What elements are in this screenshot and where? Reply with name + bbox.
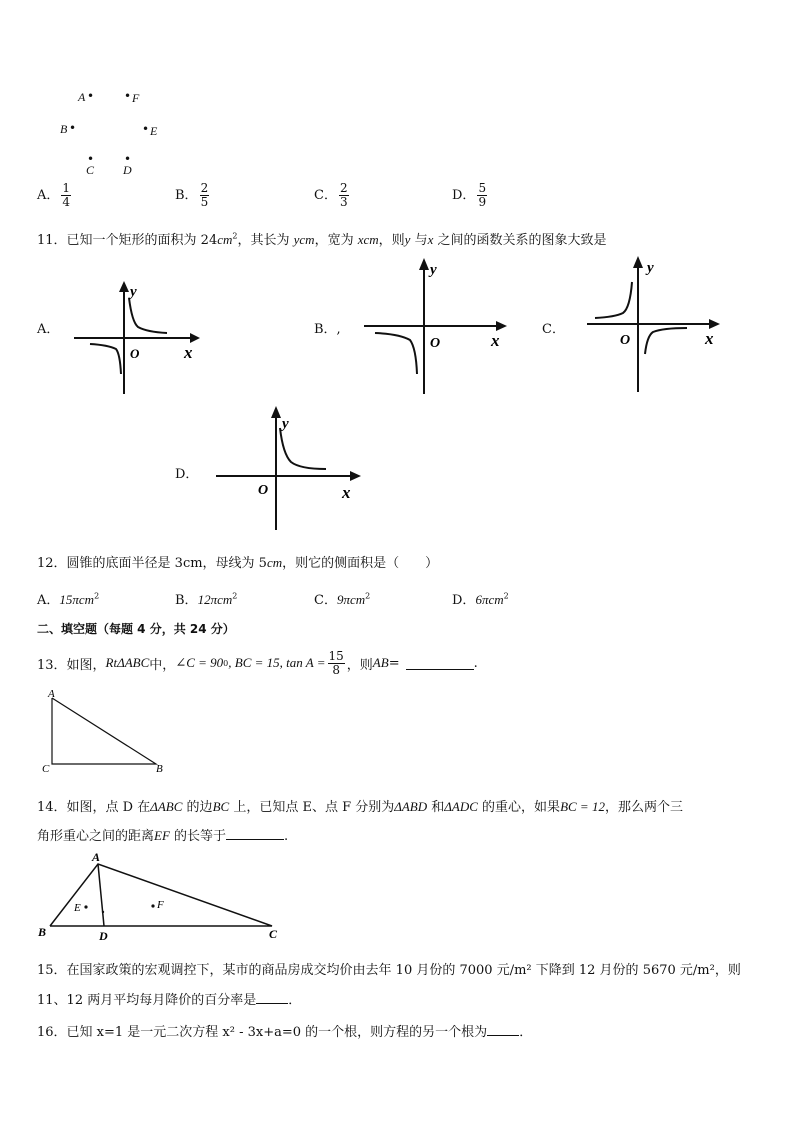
- q15-answer-blank[interactable]: [256, 991, 288, 1004]
- point-dot-a: •: [87, 89, 95, 103]
- vertex-d: D: [99, 929, 108, 943]
- q13-triangle-diagram: [40, 686, 170, 776]
- q10-option-d[interactable]: D． $\frac{5}{9}$: [452, 181, 487, 209]
- vertex-a: A: [92, 850, 101, 864]
- vertex-a: A: [48, 688, 55, 700]
- q12-option-b[interactable]: B．12πcm$^2$: [175, 591, 238, 608]
- point-dot-e: •: [142, 122, 150, 136]
- q14-answer-blank[interactable]: [226, 827, 284, 840]
- svg-text:x: x: [491, 331, 500, 350]
- origin-label: O: [130, 346, 140, 361]
- point-label-a: A: [78, 90, 86, 104]
- point-label-e: E: [150, 124, 158, 138]
- q14-triangle-diagram: [36, 848, 286, 944]
- svg-text:x: x: [342, 483, 351, 502]
- point-dot-f: •: [124, 89, 132, 103]
- svg-text:O: O: [258, 483, 269, 498]
- q16-stem: 16．已知 x=1 是一元二次方程 x² - 3x+a=0 的一个根，则方程的另一个根为 ．: [37, 1025, 533, 1040]
- q12-option-a[interactable]: A．15πcm$^2$: [37, 591, 100, 608]
- point-dot-c: •: [87, 152, 95, 166]
- svg-text:y: y: [282, 416, 289, 432]
- q16-answer-blank[interactable]: [487, 1023, 519, 1036]
- q11-option-b-label[interactable]: B．,: [314, 322, 341, 337]
- q14-line1: 14．如图，点 D 在ΔABC 的边BC 上，已知点 E、点 F 分别为ΔABD 和ΔADC 的重心，如果BC = 12，那么两个三: [37, 799, 683, 815]
- q11-option-a-label[interactable]: A．: [37, 322, 60, 337]
- q11-graph-a[interactable]: [72, 278, 202, 396]
- svg-text:x: x: [705, 329, 714, 348]
- q13-answer-blank[interactable]: [406, 657, 474, 670]
- svg-text:O: O: [430, 336, 441, 351]
- axis-label-x: x: [184, 343, 193, 362]
- vertex-c: C: [269, 927, 278, 941]
- point-label-f: F: [132, 91, 140, 105]
- q10-option-b[interactable]: B． $\frac{2}{5}$: [175, 181, 209, 209]
- q14-line2: 角形重心之间的距离EF 的长等于 .: [37, 828, 289, 844]
- q11-option-c-label[interactable]: C．: [542, 322, 565, 337]
- q12-stem: 12．圆锥的底面半径是 3cm，母线为 5cm，则它的侧面积是（ ）: [37, 555, 439, 571]
- svg-text:y: y: [430, 262, 437, 278]
- svg-text:y: y: [647, 260, 654, 276]
- section-title: 二、填空题（每题 4 分，共 24 分）: [37, 622, 235, 636]
- point-label-c: C: [86, 163, 95, 177]
- point-dot-d: •: [124, 152, 132, 166]
- q11-graph-b[interactable]: [360, 254, 512, 396]
- q11-graph-d[interactable]: [214, 402, 366, 532]
- q11-stem: 11．已知一个矩形的面积为 $24cm^2$，其长为 ycm，宽为 xcm，则y 与x 之间的函数关系的图象大致是: [37, 231, 607, 248]
- vertex-b: B: [156, 763, 163, 775]
- centroid-e: E: [74, 902, 81, 914]
- q15-line2: 11、12 两月平均每月降价的百分率是 ．: [37, 993, 302, 1008]
- point-label-d: D: [123, 163, 132, 177]
- axis-label-y: y: [130, 284, 137, 300]
- q11-graph-c[interactable]: [583, 252, 725, 397]
- q15-line1: 15．在国家政策的宏观调控下，某市的商品房成交均价由去年 10 月份的 7000 元/m² 下降到 12 月份的 5670 元/m²，则: [37, 963, 741, 978]
- centroid-f: F: [157, 899, 164, 911]
- svg-text:O: O: [620, 333, 631, 348]
- point-label-b: B: [60, 122, 68, 136]
- point-dot-b: •: [69, 121, 77, 135]
- q10-option-a[interactable]: A． $\frac{1}{4}$: [37, 181, 71, 209]
- q11-option-d-label[interactable]: D．: [175, 467, 199, 482]
- q13-stem: 13．如图， RtΔABC 中， ∠C = 90 0 , BC = 15, tan A = $\frac{15}{8}$ ，则 AB = .: [37, 648, 478, 677]
- vertex-c: C: [42, 763, 50, 775]
- q12-option-d[interactable]: D．6πcm$^2$: [452, 591, 509, 608]
- q12-option-c[interactable]: C．9πcm$^2$: [314, 591, 371, 608]
- vertex-b: B: [38, 925, 47, 939]
- q10-option-c[interactable]: C． $\frac{2}{3}$: [314, 181, 348, 209]
